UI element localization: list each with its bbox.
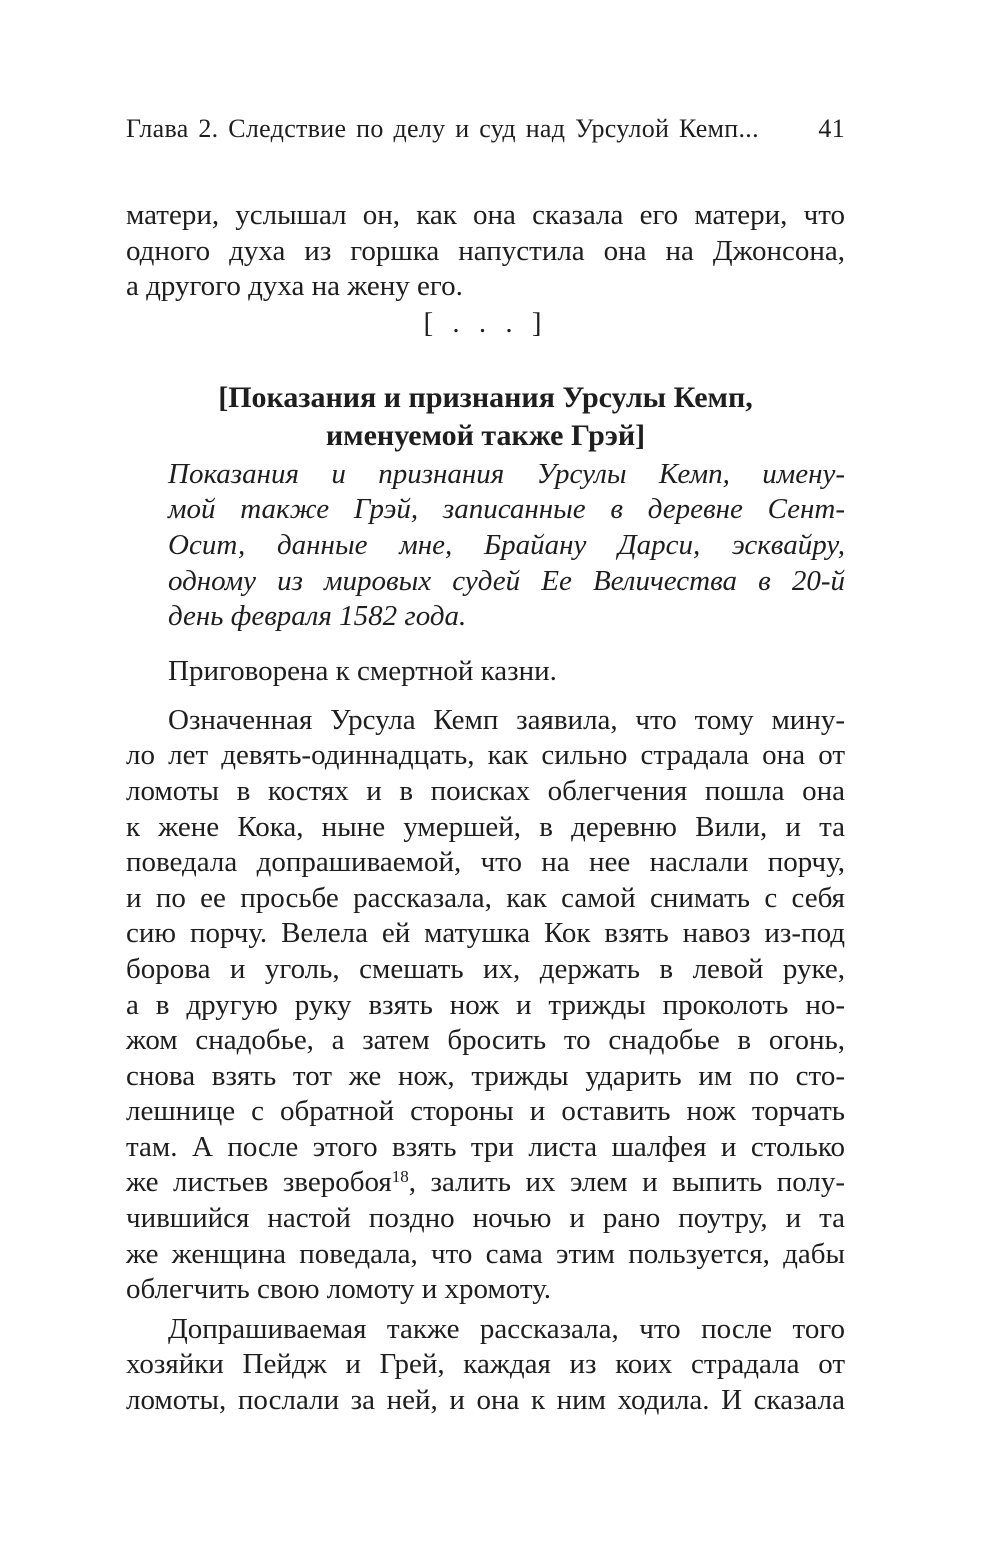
text-line-with-footnote xyxy=(126,1165,845,1201)
text-line: день февраля 1582 года. xyxy=(168,600,467,633)
text-line: же женщина поведала, что сама этим пользуется, дабы xyxy=(126,1237,845,1270)
text-line: Показания и признания Урсулы Кемп, имену- xyxy=(168,457,845,490)
running-head xyxy=(126,114,845,154)
italic-intro xyxy=(168,457,845,635)
text-line: снова взять тот же нож, трижды ударить им по сто- xyxy=(126,1059,845,1092)
text-line: лешнице с обратной стороны и оставить нож торчать xyxy=(126,1095,845,1128)
text-line: Осит, данные мне, Брайану Дарси, эсквайру, xyxy=(168,528,845,561)
text-line: а другого духа на жену его. xyxy=(126,270,463,303)
text-line: там. А после этого взять три листа шалфея и столько xyxy=(126,1130,845,1163)
text-line: ломоты в костях и в поисках облегчения пошла она xyxy=(126,774,845,807)
text-line: одному из мировых судей Ее Величества в 20-й xyxy=(168,564,845,597)
footnote-line-after: , залить их элем и выпить полу- xyxy=(408,1166,845,1199)
text-line: Означенная Урсула Кемп заявила, что тому мину- xyxy=(168,703,845,736)
text-line: Допрашиваемая также рассказала, что после того xyxy=(168,1312,845,1345)
text-line: одного духа из горшка напустила она на Джонсона, xyxy=(126,234,845,267)
paragraph-two xyxy=(126,1312,845,1419)
page-number: 41 xyxy=(818,114,845,143)
paragraph-one xyxy=(126,703,845,1308)
sentence-note: Приговорена к смертной казни. xyxy=(168,654,557,687)
text-line: хозяйки Пейдж и Грей, каждая из коих страдала от xyxy=(126,1348,845,1381)
text-line: облегчить свою ломоту и хромоту. xyxy=(126,1273,552,1306)
page-content xyxy=(126,114,845,1419)
top-paragraph xyxy=(126,198,845,305)
footnote-line-before: же листьев зверобоя xyxy=(126,1166,392,1199)
chapter-title: Глава 2. Следствие по делу и суд над Урсулой Кемп... xyxy=(126,114,759,143)
text-line: ло лет девять-одиннадцать, как сильно страдала она от xyxy=(126,739,845,772)
text-line: поведала допрашиваемой, что на нее наслали порчу, xyxy=(126,846,845,879)
text-line: ломоты, послали за ней, и она к ним ходила. И сказала xyxy=(126,1384,845,1417)
heading-line: именуемой также Грэй] xyxy=(325,418,646,452)
text-line: и по ее просьбе рассказала, как самой снимать с себя xyxy=(126,881,845,914)
section-heading xyxy=(126,379,845,455)
omission-mark: [ . . . ] xyxy=(423,306,548,339)
text-line: жом снадобье, а затем бросить то снадобье в огонь, xyxy=(126,1024,845,1057)
text-line: борова и уголь, смешать их, держать в левой руке, xyxy=(126,952,845,985)
text-line: а в другую руку взять нож и трижды проколоть но- xyxy=(126,988,845,1021)
text-line: матери, услышал он, как она сказала его матери, что xyxy=(126,199,845,231)
text-line: к жене Кока, ныне умершей, в деревню Вили, и та xyxy=(126,810,845,843)
heading-line: [Показания и признания Урсулы Кемп, xyxy=(218,380,753,414)
text-line: сию порчу. Велела ей матушка Кок взять навоз из-под xyxy=(126,917,845,950)
text-line: мой также Грэй, записанные в деревне Сент- xyxy=(168,493,845,526)
text-line: чившийся настой поздно ночью и рано поутру, и та xyxy=(126,1202,845,1235)
footnote-reference[interactable]: 18 xyxy=(391,1167,409,1187)
